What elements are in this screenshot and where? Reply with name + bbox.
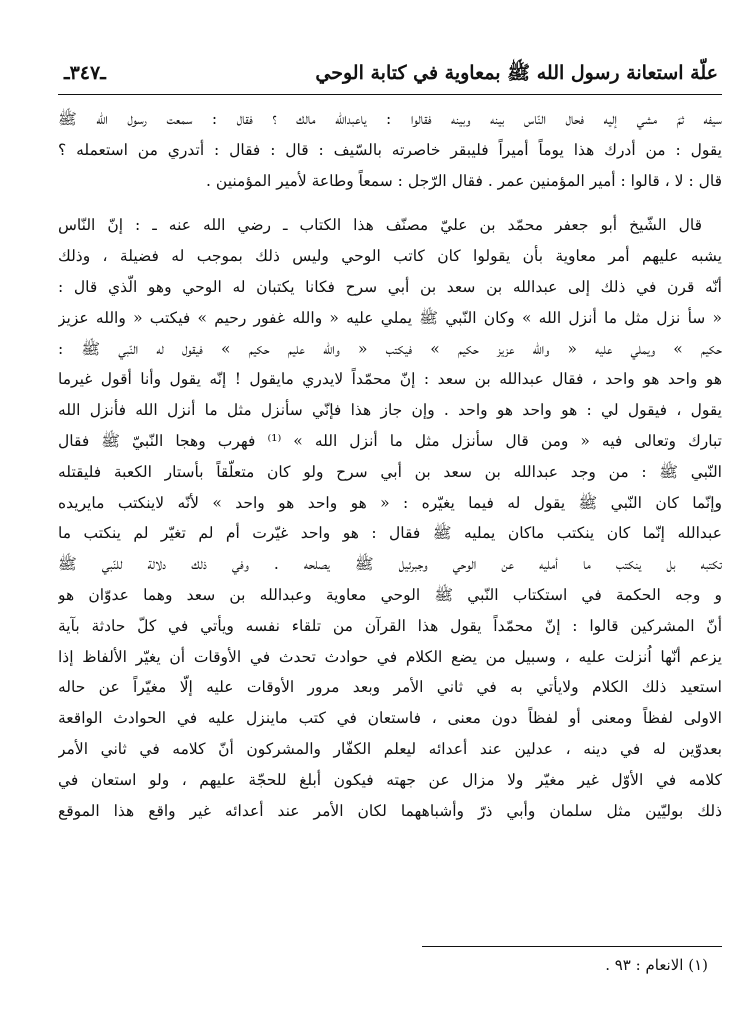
running-title: علّة استعانة رسول الله ﷺ بمعاوية في كتابة الوحي <box>315 62 718 84</box>
footnote-rule <box>422 946 722 947</box>
text-line: أنّ المشركين قالوا : إنّ محمّداً يقول هذا القرآن من تلقاء نفسه ويأتي في كلّ حادثة بآية <box>58 616 722 635</box>
footnote: (١) الانعام : ٩٣ . <box>605 956 708 974</box>
text-line: و وجه الحكمة في استكتاب النّبي ﷺ الوحي معاوية وعبدالله بن سعد وهما عدوّان هو <box>58 585 722 604</box>
text-line: ذلك بوليّين مثل سلمان وأبي ذرّ وأشباههما لكان الأمر عند أعدائه غير واقع هذا الموقع <box>58 801 722 820</box>
text-line: أنّه قرن في ذلك إلى عبدالله بن سعد بن أبي سرح فكانا يكتبان له الوحي وهو الّذي قال : <box>58 277 722 296</box>
text-line: تبارك وتعالى فيه « ومن قال سأنزل مثل ما أنزل الله » ⁽¹⁾ فهرب وهجا النّبيّ ﷺ فقال <box>58 431 722 450</box>
text-line: « سأ نزل مثل ما أنزل الله » وكان النّبي ﷺ يملي عليه « والله غفور رحيم » فيكتب « والله عزيز <box>58 308 722 327</box>
text-line: قال الشّيخ أبو جعفر محمّد بن عليّ مصنّف هذا الكتاب ـ رضي الله عنه ـ : إنّ النّاس <box>58 216 702 235</box>
text-line: بعدوّين له في دينه ، عدلين عند أعدائه ليعلم الكفّار والمشركون أنّ كلامه في ثاني الأمر <box>58 739 722 758</box>
text-line: النّبي ﷺ : من وجد عبدالله بن سعد بن أبي سرح ولو كان متعلّقاً بأستار الكعبة فليقتله <box>58 462 722 481</box>
text-line: هو واحد هو واحد ، فقال عبدالله بن سعد : إنّ محمّداً لايدري مايقول ! إنّه يقول وأنا أقول غيرما <box>58 370 722 389</box>
document-page <box>58 52 722 1012</box>
paragraph-gap <box>58 196 722 210</box>
text-line: وإنّما كان النّبي ﷺ يقول له فيما يغيّره : « هو واحد هو واحد » لأنّه لاينكتب مايريده <box>58 493 722 512</box>
text-line: عبدالله إنّما كان ينكتب ماكان يمليه ﷺ فقال : هو واحد غيّرت أم لم تغيّر لم ينكتب ما <box>58 524 722 543</box>
text-line: يقول ، فيقول لي : هو واحد هو واحد . وإن جاز هذا فإنّي سأنزل مثل ما أنزل الله فأنزل الله <box>58 401 722 420</box>
text-line: استعيد ذلك الكلام ولايأتي به في ثاني الأمر وبعد مرور الأوقات عليه إلّا مغيّراً عن حاله <box>58 678 722 697</box>
text-line: يقول : من أدرك هذا يوماً أميراً فليبقر خاصرته بالسّيف : قال : فقال : أتدري من استعمله ؟ <box>58 140 722 159</box>
header-rule <box>58 94 722 95</box>
text-line: كلامه في الأوّل غير مغيّر ولا مزال عن جهته فيكون أبلغ للحجّة عليهم ، ولو استعان في <box>58 770 722 789</box>
text-line: يزعم أنّها اُنزلت عليه ، وسبيل من يضع الكلام في حوادث تحدث في الأوقات أن يغيّر الألفاظ إذا <box>58 647 722 666</box>
text-line: الاولى لفظاً ومعنى أو لفظاً دون معنى ، فاستعان في كتب ماينزل عليه في الحوادث الواقعة <box>58 709 722 728</box>
page-number: ـ٣٤٧ـ <box>64 62 106 84</box>
text-line: حكيم » ويملي عليه « والله عزيز حكيم » فيكتب « والله عليم حكيم » فيقول له النّبي ﷺ : <box>58 339 722 358</box>
text-line: تكتبه بل ينكتب ما أمليه عن الوحي وجبرئيل ﷺ يصلحه . وفي ذلك دلالة للنّبي ﷺ <box>58 555 722 574</box>
text-line: سيفه ثمّ مشي إليه فحال النّاس بينه وبينه فقالوا : ياعبدالله مالك ؟ فقال : سمعت رسول الله ﷺ <box>58 110 722 128</box>
page-header <box>58 56 722 90</box>
text-line: قال : لا ، قالوا : أمير المؤمنين عمر . فقال الرّجل : سمعاً وطاعة لأمير المؤمنين . <box>206 171 722 190</box>
body-text <box>58 104 722 826</box>
text-line: يشبه عليهم أمر معاوية بأن يقولوا كان كاتب الوحي وليس ذلك بموجب له فضيلة ، وذلك <box>58 247 722 266</box>
